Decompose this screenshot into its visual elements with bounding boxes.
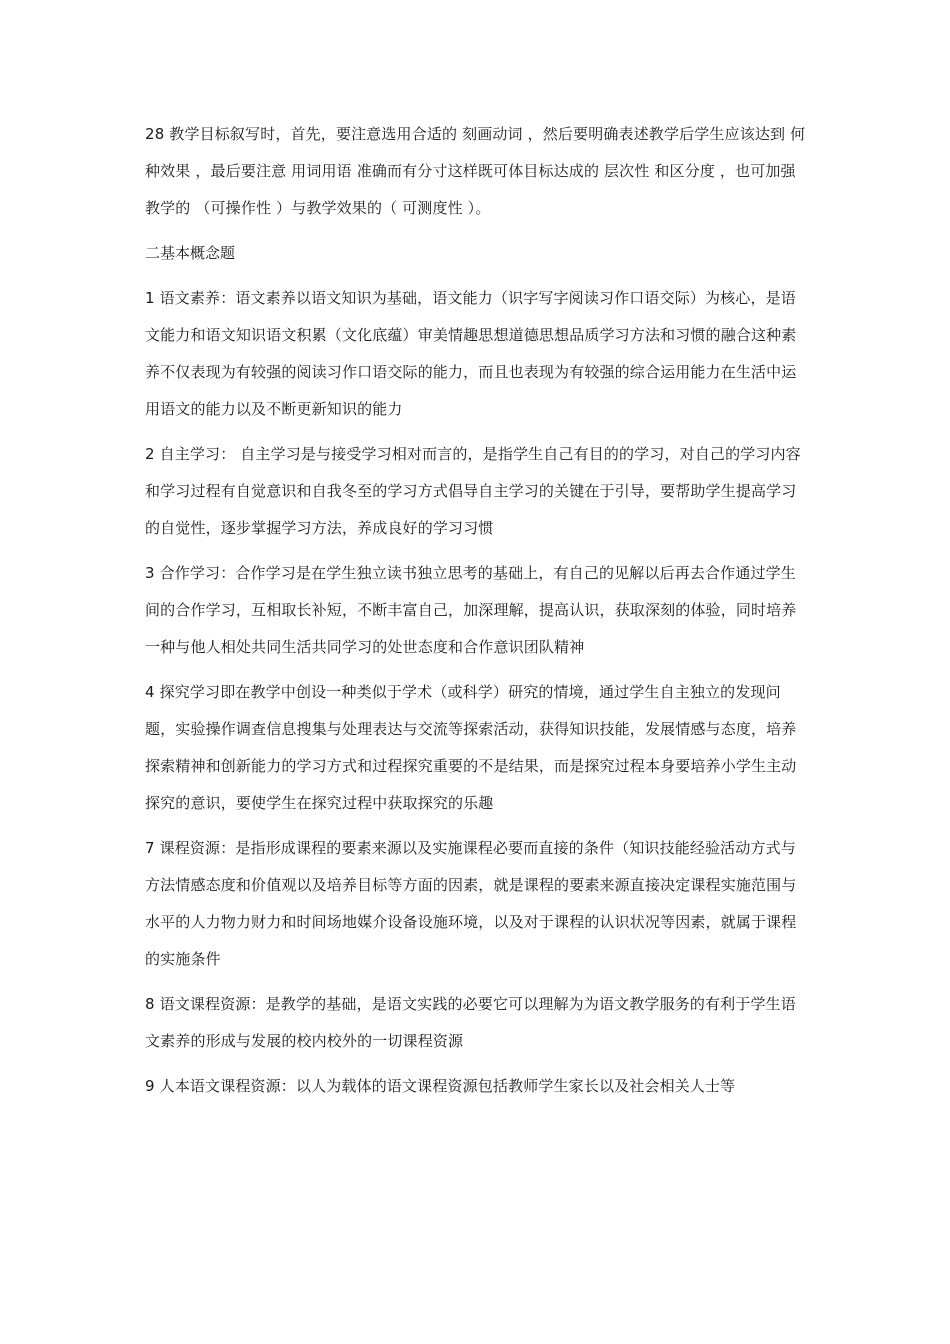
section-heading-basic-concepts: 二基本概念题 — [145, 244, 236, 262]
paragraph-teaching-objectives: 28 教学目标叙写时，首先，要注意选用合适的 刻画动词 ，然后要明确表述教学后学生应该达到 何种效果 ，最后要注意 用词用语 准确而有分寸这样既可体目标达成的 层次性 和区分度 ，也可加强教学的 （可操作性 ）与教学效果的（ 可测度性 ）。 — [145, 125, 806, 217]
document-body — [145, 116, 810, 1113]
paragraph-cooperative-learning: 3 合作学习：合作学习是在学生独立读书独立思考的基础上，有自己的见解以后再去合作通过学生间的合作学习，互相取长补短，不断丰富自己，加深理解，提高认识，获取深刻的体验，同时培养一种与他人相处共同生活共同学习的处世态度和合作意识团队精神 — [145, 564, 797, 656]
paragraph-chinese-literacy: 1 语文素养：语文素养以语文知识为基础，语文能力（识字写字阅读习作口语交际）为核心，是语文能力和语文知识语文积累（文化底蕴）审美情趣思想道德思想品质学习方法和习惯的融合这种素养不仅表现为有较强的阅读习作口语交际的能力，而且也表现为有较强的综合运用能力在生活中运用语文的能力以及不断更新知识的能力 — [145, 289, 797, 418]
paragraph-autonomous-learning: 2 自主学习： 自主学习是与接受学习相对而言的，是指学生自己有目的的学习，对自己的学习内容和学习过程有自觉意识和自我冬至的学习方式倡导自主学习的关键在于引导，要帮助学生提高学习的自觉性，逐步掌握学习方法，养成良好的学习习惯 — [145, 445, 801, 537]
paragraph-curriculum-resources: 7 课程资源：是指形成课程的要素来源以及实施课程必要而直接的条件（知识技能经验活动方式与方法情感态度和价值观以及培养目标等方面的因素，就是课程的要素来源直接决定课程实施范围与水平的人力物力财力和时间场地媒介设备设施环境，以及对于课程的认识状况等因素，就属于课程的实施条件 — [145, 839, 797, 968]
paragraph-inquiry-learning: 4 探究学习即在教学中创设一种类似于学术（或科学）研究的情境，通过学生自主独立的发现问题，实验操作调查信息搜集与处理表达与交流等探索活动，获得知识技能，发展情感与态度，培养探索精神和创新能力的学习方式和过程探究重要的不是结果，而是探究过程本身要培养小学生主动探究的意识，要使学生在探究过程中获取探究的乐趣 — [145, 683, 797, 812]
paragraph-human-curriculum-resources: 9 人本语文课程资源：以人为载体的语文课程资源包括教师学生家长以及社会相关人士等 — [145, 1077, 736, 1095]
paragraph-chinese-curriculum-resources: 8 语文课程资源：是教学的基础，是语文实践的必要它可以理解为为语文教学服务的有利于学生语文素养的形成与发展的校内校外的一切课程资源 — [145, 995, 796, 1050]
